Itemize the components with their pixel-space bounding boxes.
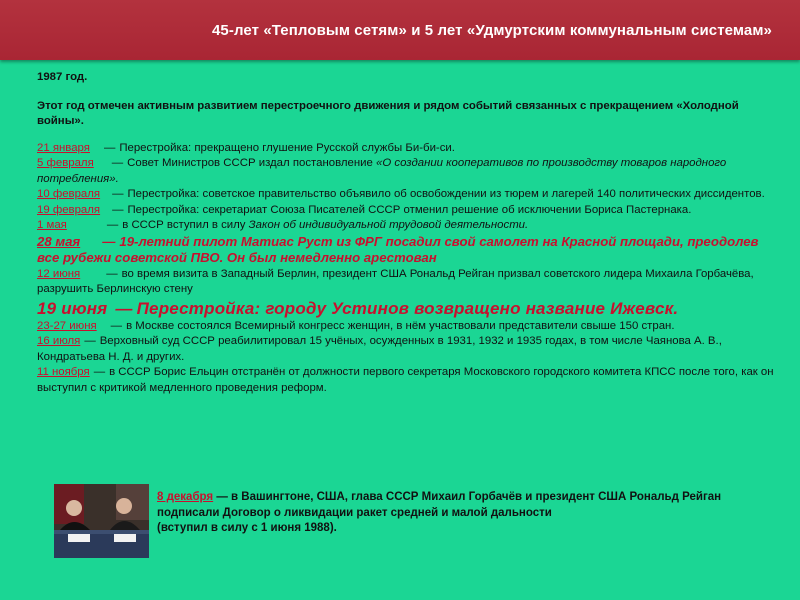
event-date-link[interactable]: 21 января bbox=[37, 141, 90, 154]
separator: — bbox=[106, 219, 119, 232]
event-text: Верховный суд СССР реабилитировал 15 учёных, осужденных в 1931, 1932 и 1935 годах, в том числе Чаянова А. В., Кондратьева Н. Д. и других. bbox=[37, 335, 722, 363]
event-text: Перестройка: советское правительство объявило об освобождении из тюрем и лагерей 140 политических диссидентов. bbox=[127, 188, 765, 201]
event-text: в СССР Борис Ельцин отстранён от должности первого секретаря Московского городского комитета КПСС после того, как он выступил с критикой медленного проведения реформ. bbox=[37, 366, 774, 394]
separator: — bbox=[112, 203, 124, 216]
separator: — bbox=[103, 141, 116, 154]
separator: — bbox=[111, 157, 124, 170]
event-date-link[interactable]: 5 февраля bbox=[37, 157, 94, 170]
event-text: 19-летний пилот Матиас Руст из ФРГ посадил свой самолет на Красной площади, преодолев все рубежи советской ПВО. Он был немедленно арестован bbox=[37, 233, 759, 266]
slide-title: 45-лет «Тепловым сетям» и 5 лет «Удмуртским коммунальным системам» bbox=[211, 22, 772, 39]
event-date-link[interactable]: 19 февраля bbox=[37, 203, 101, 216]
separator: — bbox=[84, 335, 96, 348]
event-text: во время визита в Западный Берлин, президент США Рональд Рейган призвал советского лидера Михаила Горбачёва, разрушить Берлинскую стену bbox=[37, 267, 754, 296]
separator: — bbox=[216, 491, 228, 503]
treaty-text: в Вашингтоне, США, глава СССР Михаил Горбачёв и президент США Рональд Рейган подписали Договор о ликвидации ракет средней и малой дальности bbox=[157, 491, 722, 519]
event-date: 19 июня bbox=[37, 298, 108, 318]
event-item bbox=[37, 203, 777, 219]
event-text: в СССР вступил в силу bbox=[122, 219, 249, 232]
event-text-italic: «О создании кооперативов по производству товаров народного потребления». bbox=[37, 157, 727, 185]
treaty-note bbox=[157, 490, 757, 537]
event-item bbox=[37, 218, 777, 234]
event-item-highlight bbox=[37, 234, 777, 267]
separator: — bbox=[102, 233, 116, 249]
event-text: Перестройка: секретариат Союза Писателей СССР отменил решение об исключении Бориса Пастернака. bbox=[127, 203, 692, 216]
event-date-link[interactable]: 11 ноября bbox=[37, 366, 90, 379]
event-date-link[interactable]: 12 июня bbox=[37, 267, 81, 280]
event-text: в Москве состоялся Всемирный конгресс женщин, в нём участвовали представители свыше 150 стран. bbox=[126, 319, 675, 332]
content-area bbox=[37, 70, 777, 396]
event-date-link[interactable]: 23-27 июня bbox=[37, 319, 97, 332]
event-item bbox=[37, 187, 777, 203]
event-item bbox=[37, 267, 777, 298]
event-item bbox=[37, 319, 777, 335]
event-item bbox=[37, 156, 777, 187]
year-heading: 1987 год. bbox=[37, 71, 88, 83]
treaty-signing-photo bbox=[54, 484, 149, 558]
event-date-link[interactable]: 16 июля bbox=[37, 335, 81, 348]
separator: — bbox=[112, 188, 124, 201]
event-item bbox=[37, 334, 777, 365]
event-text: Перестройка: прекращено глушение Русской службы Би-би-си. bbox=[119, 141, 455, 154]
event-text: Перестройка: городу Устинов возвращено название Ижевск. bbox=[136, 298, 679, 318]
separator: — bbox=[106, 267, 118, 280]
event-date-link[interactable]: 1 мая bbox=[37, 219, 67, 232]
event-item bbox=[37, 365, 777, 396]
separator: — bbox=[110, 319, 123, 332]
intro-text: Этот год отмечен активным развитием перестроечного движения и рядом событий связанных с прекращением «Холодной войны». bbox=[37, 99, 739, 127]
event-date-link[interactable]: 8 декабря bbox=[157, 491, 214, 503]
event-item bbox=[37, 141, 777, 157]
header-bar bbox=[0, 0, 800, 60]
event-date-link[interactable]: 10 февраля bbox=[37, 188, 101, 201]
treaty-note-text: (вступил в силу с 1 июня 1988). bbox=[157, 522, 337, 534]
separator: — bbox=[115, 298, 133, 318]
event-text-italic: Закон об индивидуальной трудовой деятельности. bbox=[248, 219, 529, 232]
event-item-highlight bbox=[37, 298, 777, 319]
event-text: Совет Министров СССР издал постановление bbox=[127, 157, 377, 170]
separator: — bbox=[93, 366, 106, 379]
event-date-link[interactable]: 28 мая bbox=[37, 233, 81, 249]
